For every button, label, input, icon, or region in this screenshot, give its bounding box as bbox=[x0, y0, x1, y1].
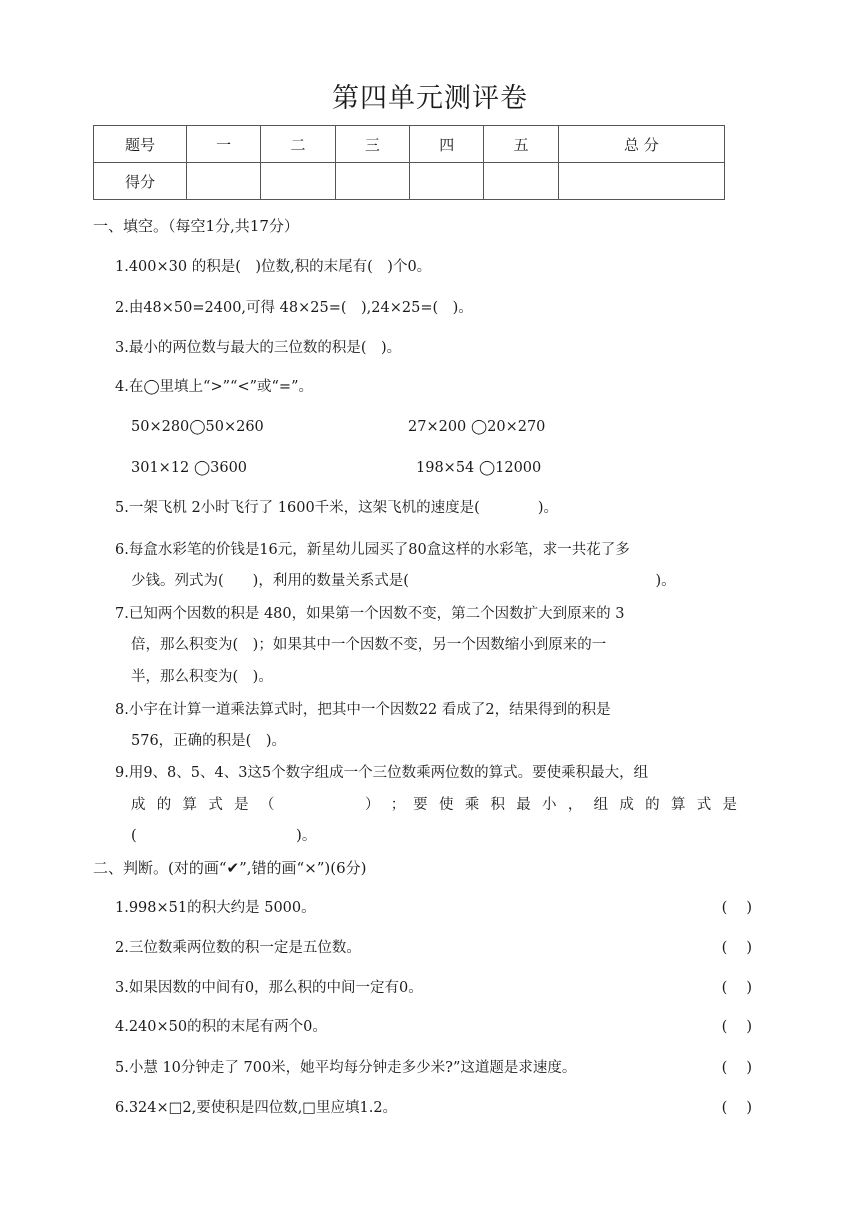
question-7-line1: 7.已知两个因数的积是 480，如果第一个因数不变，第二个因数扩大到原来的 3 bbox=[115, 606, 625, 622]
answer-parentheses[interactable]: ( ) bbox=[721, 1100, 752, 1116]
question-9-line2: 成 的 算 式 是 （ ） ； 要 使 乘 积 最 小 ， 组 成 的 算 式 是 bbox=[131, 797, 737, 813]
score-input-cell[interactable] bbox=[410, 163, 484, 200]
section2-heading: 二、判断。(对的画“✔”,错的画“×”)(6分) bbox=[93, 859, 367, 877]
answer-parentheses[interactable]: ( ) bbox=[721, 1019, 752, 1035]
answer-parentheses[interactable]: ( ) bbox=[721, 940, 752, 956]
page-title: 第四单元测评卷 bbox=[332, 83, 528, 114]
judge-item: 3.如果因数的中间有0，那么积的中间一定有0。 bbox=[115, 980, 423, 996]
question-7-line3: 半，那么积变为( )。 bbox=[131, 669, 273, 685]
question-9-line3: ( )。 bbox=[131, 828, 317, 844]
score-header-cell: 题号 bbox=[94, 126, 187, 163]
answer-parentheses[interactable]: ( ) bbox=[721, 900, 752, 916]
section1-heading: 一、填空。（每空1分,共17分） bbox=[93, 217, 299, 235]
compare-item: 198×54 ◯12000 bbox=[416, 460, 542, 476]
question-4: 4.在◯里填上“>”“<”或“=”。 bbox=[115, 379, 313, 395]
question-3: 3.最小的两位数与最大的三位数的积是( )。 bbox=[115, 340, 402, 356]
score-header-cell: 五 bbox=[484, 126, 558, 163]
score-header-cell: 二 bbox=[261, 126, 335, 163]
score-header-cell: 总 分 bbox=[558, 126, 724, 163]
question-7-line2: 倍，那么积变为( )；如果其中一个因数不变，另一个因数缩小到原来的一 bbox=[131, 637, 607, 653]
judge-item: 1.998×51的积大约是 5000。 bbox=[115, 900, 316, 916]
question-6-line1: 6.每盒水彩笔的价钱是16元，新星幼儿园买了80盒这样的水彩笔，求一共花了多 bbox=[115, 542, 630, 558]
answer-parentheses[interactable]: ( ) bbox=[721, 1060, 752, 1076]
score-row-label: 得分 bbox=[94, 163, 187, 200]
score-table-header-row bbox=[94, 126, 725, 163]
question-2: 2.由48×50=2400,可得 48×25=( ),24×25=( )。 bbox=[115, 300, 473, 316]
score-input-cell[interactable] bbox=[558, 163, 724, 200]
compare-item: 301×12 ◯3600 bbox=[131, 460, 248, 476]
score-input-cell[interactable] bbox=[187, 163, 261, 200]
judge-item: 6.324×□2,要使积是四位数,□里应填1.2。 bbox=[115, 1100, 398, 1116]
score-header-cell: 三 bbox=[335, 126, 409, 163]
question-8-line2: 576，正确的积是( )。 bbox=[131, 733, 286, 749]
question-8-line1: 8.小宇在计算一道乘法算式时，把其中一个因数22 看成了2，结果得到的积是 bbox=[115, 702, 611, 718]
question-5: 5.一架飞机 2小时飞行了 1600千米，这架飞机的速度是( )。 bbox=[115, 500, 558, 516]
judge-item: 5.小慧 10分钟走了 700米，她平均每分钟走多少米?”这道题是求速度。 bbox=[115, 1060, 577, 1076]
compare-item: 50×280◯50×260 bbox=[131, 419, 264, 435]
score-header-cell: 一 bbox=[187, 126, 261, 163]
score-table bbox=[93, 125, 725, 200]
question-9-line1: 9.用9、8、5、4、3这5个数字组成一个三位数乘两位数的算式。要使乘积最大，组 bbox=[115, 765, 649, 781]
compare-item: 27×200 ◯20×270 bbox=[408, 419, 546, 435]
score-input-cell[interactable] bbox=[335, 163, 409, 200]
score-input-cell[interactable] bbox=[261, 163, 335, 200]
question-1: 1.400×30 的积是( )位数,积的末尾有( )个0。 bbox=[115, 259, 432, 275]
judge-item: 4.240×50的积的末尾有两个0。 bbox=[115, 1019, 327, 1035]
score-header-cell: 四 bbox=[410, 126, 484, 163]
answer-parentheses[interactable]: ( ) bbox=[721, 980, 752, 996]
question-6-line2: 少钱。列式为( )，利用的数量关系式是( )。 bbox=[131, 573, 676, 589]
judge-item: 2.三位数乘两位数的积一定是五位数。 bbox=[115, 940, 361, 956]
score-input-cell[interactable] bbox=[484, 163, 558, 200]
score-table-score-row bbox=[94, 163, 725, 200]
